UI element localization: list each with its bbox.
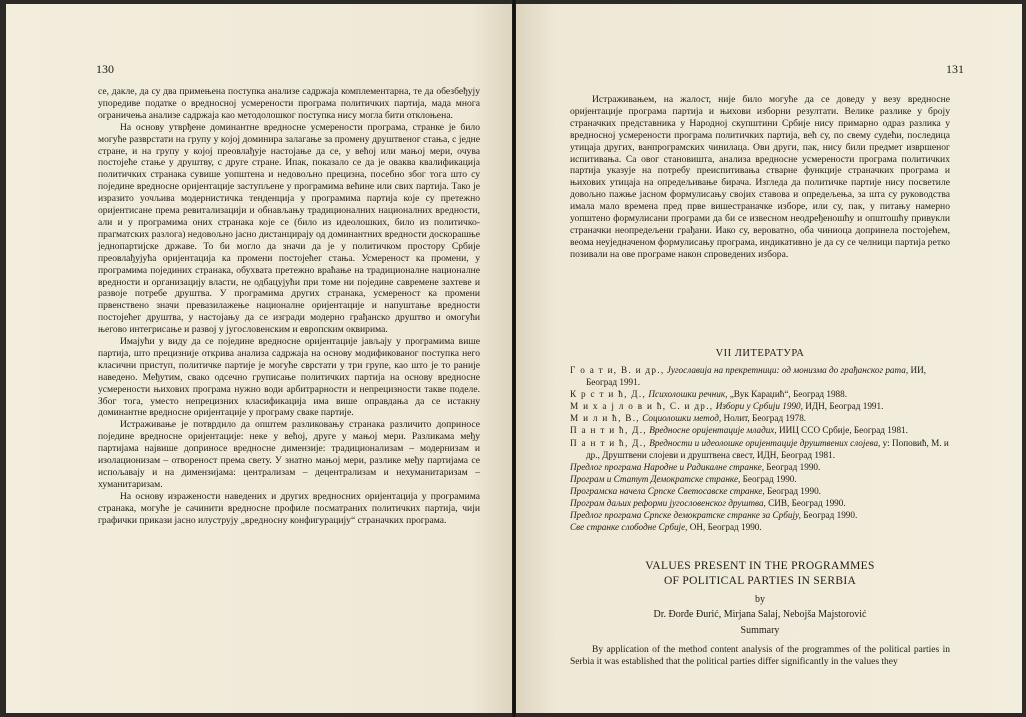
reference-item: Све странке слободне Србије, ОН, Београд 1990. bbox=[570, 522, 762, 533]
english-summary-title: VALUES PRESENT IN THE PROGRAMMES OF POLITICAL PARTIES IN SERBIA bbox=[645, 560, 875, 587]
reference-list bbox=[570, 364, 950, 533]
english-abstract: By application of the method content analysis of the programmes of the political parties in Serbia it was established that the political parties differ significantly in the values they bbox=[570, 645, 950, 667]
left-body-text bbox=[98, 86, 480, 527]
paragraph: На основу изражености наведених и других вредносних оријентација у програмима странака, могуће је сачинити вредносне профиле посматраних политичких партија, чији графички прикази јасно илуструју „вредносну конфигурацију“ страначких програма. bbox=[98, 490, 480, 526]
page-number: 130 bbox=[96, 62, 114, 76]
paragraph: Истраживање је потврдило да општем разликовању странака различито доприносе поједине вредносне оријентације: неке у већој, друге у мањој мери. Разликама међу партијама највише доприносе вредносне димензије: традиционализам – модернизам и изолационизам – отвореност према свету. У знатно мањој мери, разлике међу партијама се испољавају и на димензијама: централизам – децентрализам и нехуманитаризам – хуманитаризам. bbox=[98, 419, 480, 490]
reference-item: К р с т и ћ, Д., Психолошки речник, „Вук Караџић“, Београд 1988. bbox=[570, 389, 848, 400]
paragraph: Истраживањем, на жалост, није било могуће да се доведу у везу вредносне оријентације програма партија и њихови изборни резултати. Велике разлике у броју страначких представника у Народној скупштини Србије нису примарно одраз разлика у вредносној усмерености програма политичких партија, већ су, по свему судећи, последица утицаја других, ванпрограмских чинилаца. Ови други, пак, нису били предмет извршеног испитивања. Са овог становишта, анализа вредносне усмерености програма политичких партија указује на потребу преиспитивања стварне функције страначких програма и њихових утицаја на опредељивање бирача. Изгледа да политичке партије нису посветиле довољно пажње јасном формулисању својих ставова и опредељења, за шта су руководства имала мало времена пред прве вишестраначке изборе, или су, пак, у питању намерно уопштено формулисани програми да би се извесном неодређеношћу и општошћу привукли страначки неопредељени грађани. Иако су, вероватно, оба чиниоца допринела постојећем, веома неуједначеном формулисању програма, индикативно је да су се челници партија ретко позивали на ове програме након спроведених избора. bbox=[570, 94, 950, 260]
reference-item: Г о а т и, В. и др., Југославија на прекретници: од монизма до грађанског рата, ИИ, Београд 1991. bbox=[570, 365, 927, 388]
authors-line: Dr. Đorđe Đurić, Mirjana Salaj, Nebojša Majstorović bbox=[653, 609, 867, 620]
reference-item: Програм даљих реформи југословенског друштва, СИВ, Београд 1990. bbox=[570, 498, 846, 509]
page-number: 131 bbox=[946, 62, 964, 76]
right-page bbox=[516, 4, 1022, 713]
byline-by: by bbox=[755, 594, 765, 605]
reference-item: Предлог програма Српске демократске странке за Србију, Београд 1990. bbox=[570, 510, 858, 521]
reference-item: П а н т и ћ, Д., Вредности и идеолошке оријентације друштвених слојева, у: Поповић, М. и др., Друштвени слојеви и друштвена свест, ИДН, Београд 1981. bbox=[570, 437, 949, 460]
reference-item: М и х а ј л о в и ћ, С. и др., Избори у Србији 1990, ИДН, Београд 1991. bbox=[570, 401, 884, 412]
paragraph: се, дакле, да су два примењена поступка анализе садржаја комплементарна, те да обезбеђују упоредиве податке о вредносној усмерености програма политичких партија, мада многа ограничења анализе садржаја као методолошког поступка нису могла бити отклоњена. bbox=[98, 86, 480, 121]
reference-item: Програм и Статут Демократске странке, Београд 1990. bbox=[570, 473, 797, 484]
paragraph: Имајући у виду да се поједине вредносне оријентације јављају у програмима више партија, што прецизније открива анализа садржаја на основу модификованог поступка него класични приступ, политичке партије је могуће сврстати у три групе, као што је то раније наведено. Међутим, свако одсечно груписање политичких партија на основу вредносне усмерености њихових програма нужно води арбитрарности и непрецизности такве поделе. Због тога, уместо непрецизних класификација има више оправдања да се истакну доминантне вредносне оријентације у програму сваке партије. bbox=[98, 336, 480, 419]
paragraph: На основу утврђене доминантне вредносне усмерености програма, странке је било могуће разврстати на групу у којој доминира залагање за промену друштвеног стања, с једне стране, и на групу у којој преовлађује настојање да се, у већој или мањој мери, очува постојеће стање у друштву, с друге стране. Ипак, показало се да је оваква квалификација политичких странака сувише уопштена и недовољно прецизна, посебно због тога што су поједине вредносне оријентације заступљене у програмима већине или свих партија. Тако је изразито уочљива модернистичка тенденција у програмима партија које су претежно оријентисане према ревитализацији и обнављању традиционалних националних вредности, али и у програмима оних странака које се (било из идеолошких, било из политичко-прагматских разлога) недовољно јасно дистанцирају од доминантних вредности доскорашње једнопартијске државе. То би могло да значи да је у политичком простору Србије преовлађујућа оријентација ка промени постојећег стања. Усмереност ка промени, у програмима појединих странака, обухвата претежно враћање на традиционалне националне вредности и организацију власти, не одбацујући при томе ни поједине савремене захтеве и развоје потребе друштва. У програмима других странака, усмереност ка промени првенствено значи превазилажење националне оријентације и напуштање вредности постојећег друштва, у настојању да се изгради модерно грађанско друштво и омогући његово интегрисање и развој у југословенским и европским оквирима. bbox=[98, 121, 480, 336]
literature-heading: VII ЛИТЕРАТУРА bbox=[715, 348, 805, 359]
summary-label: Summary bbox=[740, 625, 780, 636]
reference-item: П а н т и ћ, Д., Вредносне оријентације младих, ИИЦ ССО Србије, Београд 1981. bbox=[570, 425, 908, 436]
left-page bbox=[6, 4, 512, 713]
reference-item: Програмска начела Српске Светосавске странке, Београд 1990. bbox=[570, 485, 821, 496]
reference-item: М и л и ћ, В., Социолошки метод, Нолит, Београд 1978. bbox=[570, 413, 807, 424]
reference-item: Предлог програма Народне и Радикалне странке, Београд 1990. bbox=[570, 461, 821, 472]
right-body-text bbox=[570, 94, 950, 261]
